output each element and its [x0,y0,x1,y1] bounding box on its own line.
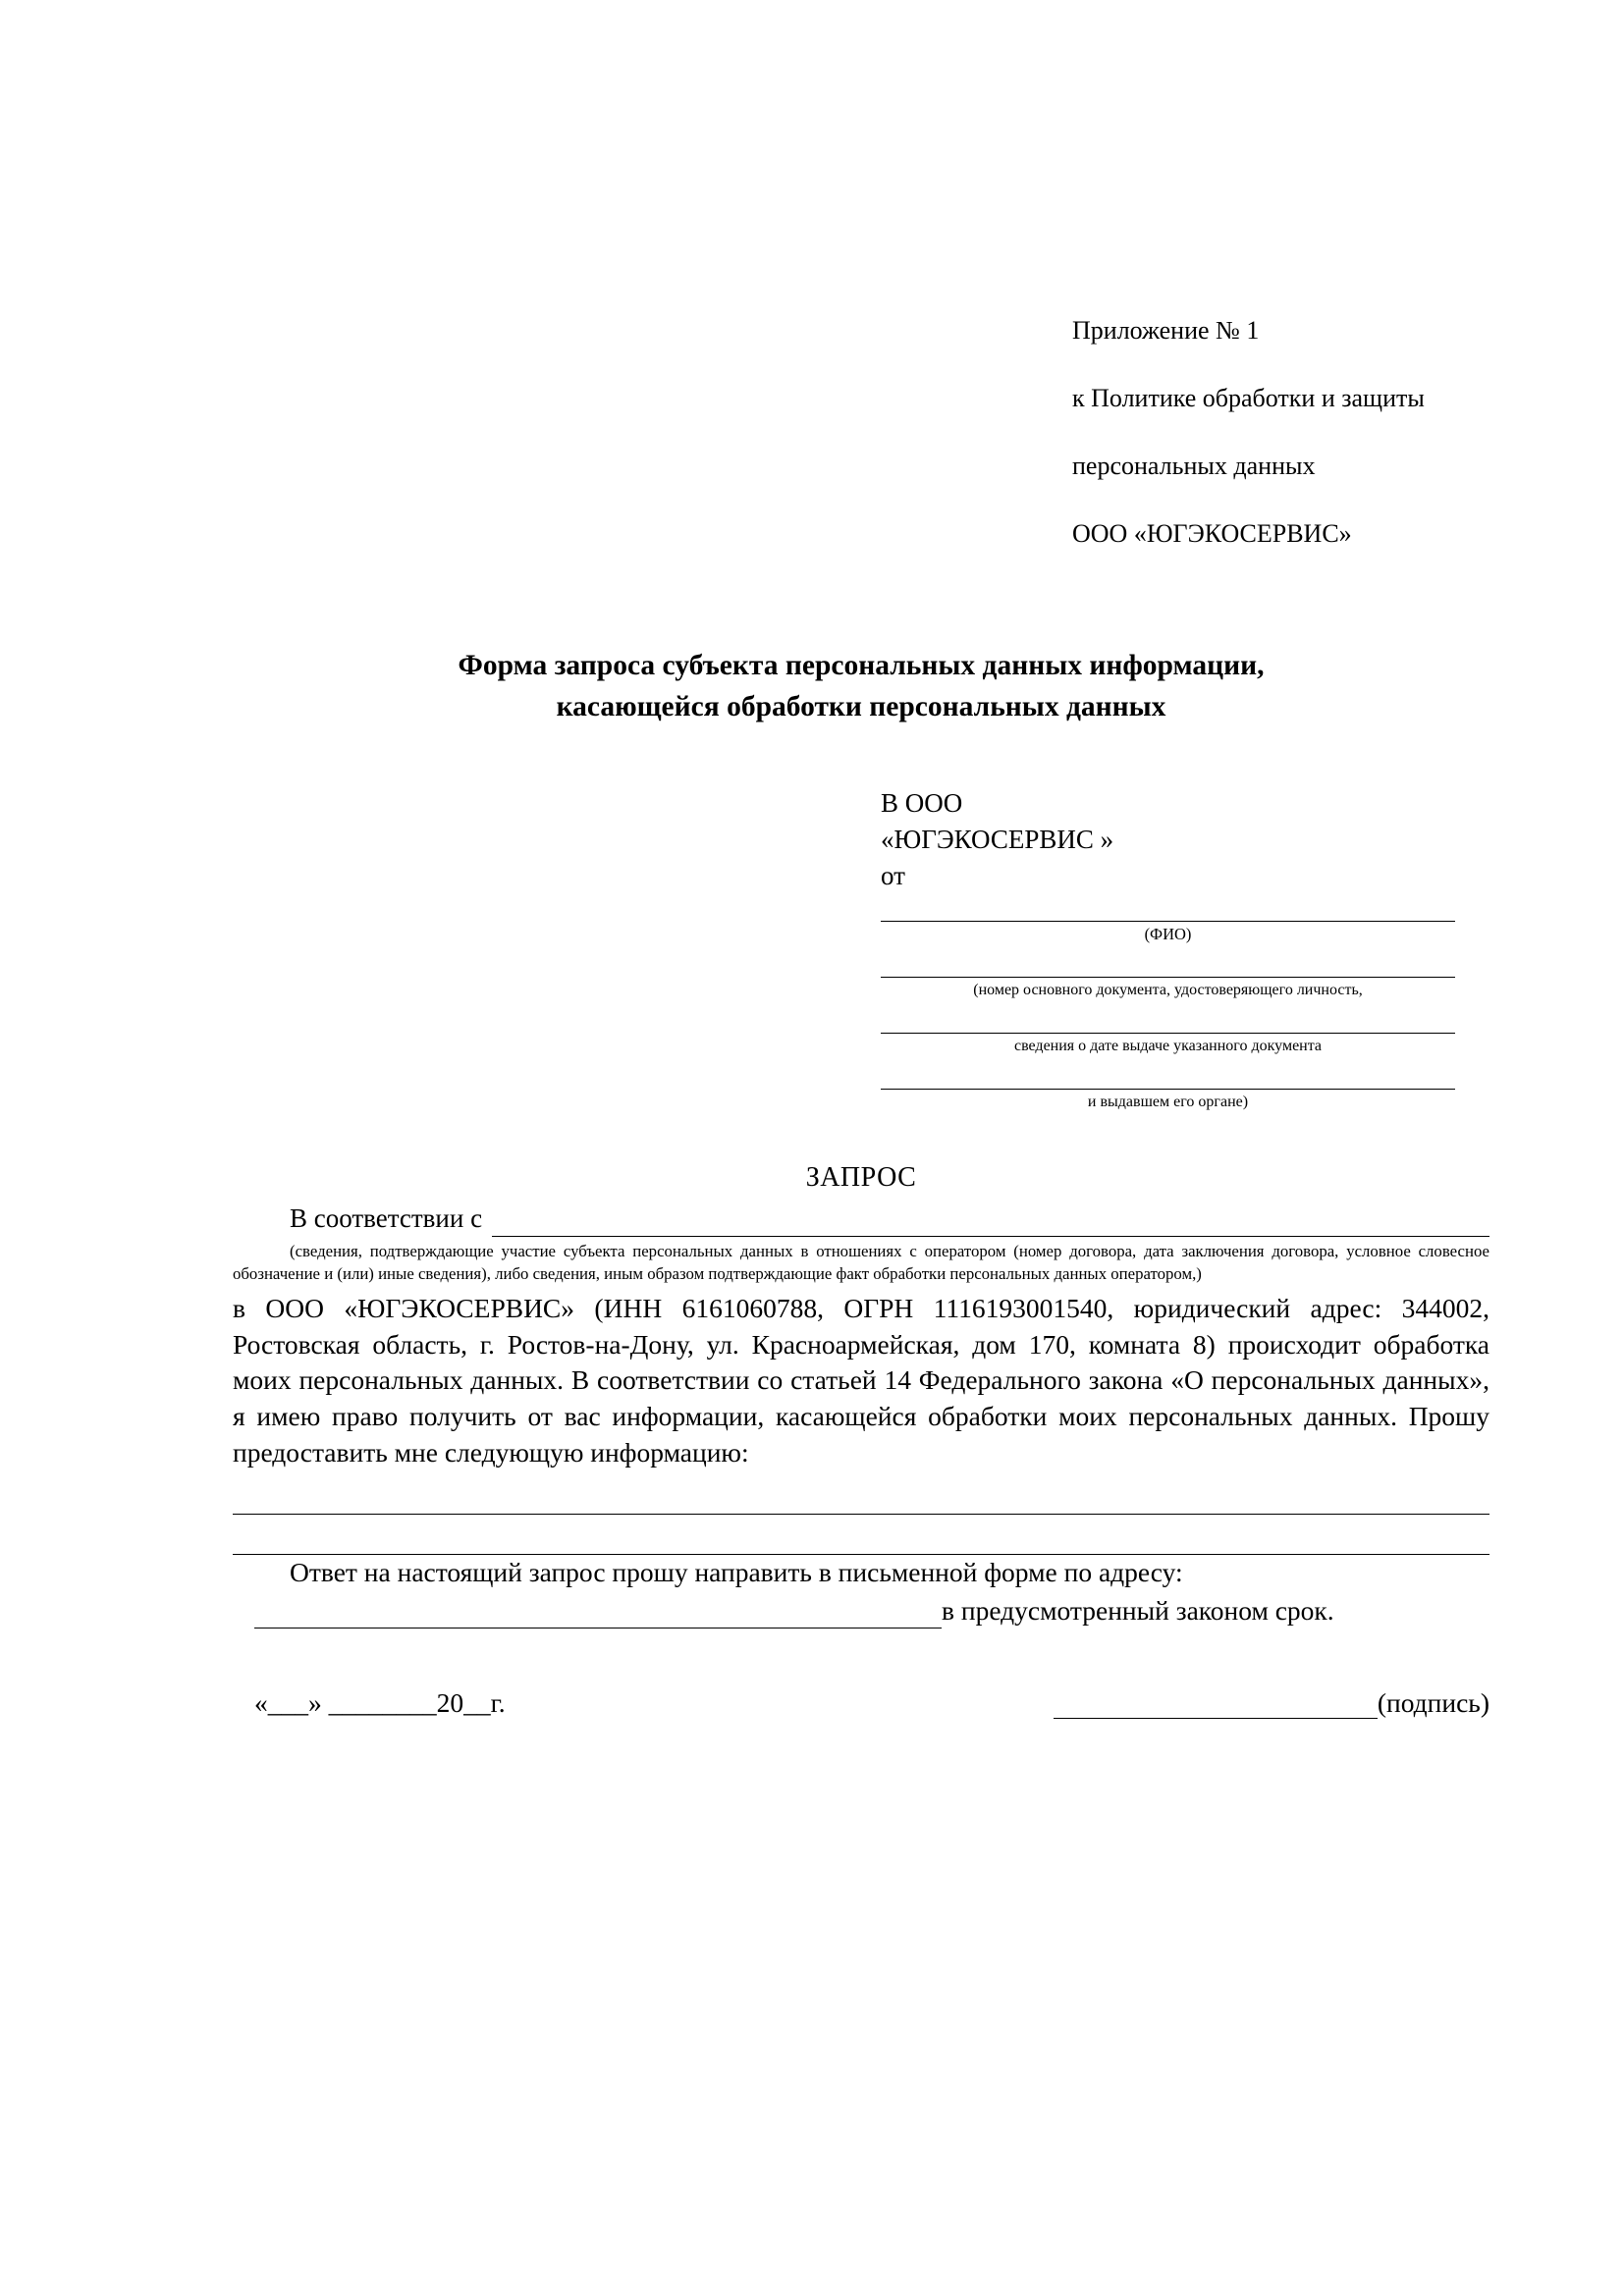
addressee-block [881,785,1489,895]
basis-lead-label: В соответствии с [290,1203,483,1234]
signature-label: (подпись) [1377,1686,1489,1718]
applicant-document-date-caption: сведения о дате выдаче указанного документа [1013,1038,1323,1055]
applicant-fullname-caption: (ФИО) [1144,924,1192,943]
answer-address-input[interactable] [254,1604,942,1629]
applicant-document-issuer-caption: и выдавшем его органе) [1087,1094,1249,1111]
appendix-header-line-2: к Политике обработки и защиты [1072,383,1425,412]
applicant-document-date-input[interactable] [881,1007,1455,1034]
page-title-line-1: Форма запроса субъекта персональных данных информации, [458,650,1265,682]
basis-input[interactable] [492,1213,1489,1237]
appendix-header-line-3: персональных данных [1072,451,1316,480]
appendix-header-line-1: Приложение № 1 [1072,315,1260,345]
page-title-line-2: касающейся обработки персональных данных [556,691,1166,723]
answer-address-row [233,1593,1489,1629]
document-content [233,280,1489,1719]
addressee-line-1: В ООО [881,787,963,818]
request-body [233,1201,1489,1629]
applicant-document-issuer-input[interactable] [881,1063,1455,1090]
appendix-header [1072,280,1489,585]
requested-info-line-2[interactable] [233,1515,1489,1555]
applicant-document-number-caption: (номер основного документа, удостоверяющего личность, [973,982,1363,999]
requested-info-line-1[interactable] [233,1470,1489,1515]
appendix-header-line-4: ООО «ЮГЭКОСЕРВИС» [1072,519,1352,549]
applicant-document-number-input[interactable] [881,951,1455,978]
signature-row [233,1687,1489,1719]
page-title [233,646,1489,728]
request-heading: ЗАПРОС [805,1162,917,1194]
request-paragraph: в ООО «ЮГЭКОСЕРВИС» (ИНН 6161060788, ОГРН 1116193001540, юридический адрес: 344002, Ростовская область, г. Ростов-на-Дону, ул. Красноармейская, дом 170, комната 8) происходит обработка моих персональных данных. В соответствии со статьей 14 Федерального закона «О персональных данных», я имею право получить от вас информации, касающейся обработки моих персональных данных. Прошу предоставить мне следующую информацию: [233,1293,1489,1468]
basis-note: (сведения, подтверждающие участие субъекта персональных данных в отношениях с оператором (номер договора, дата заключения договора, условное словесное обозначение и (или) иные сведения), либо сведения, иным образом подтверждающие факт обработки персональных данных оператором,) [233,1241,1489,1283]
signature-input[interactable] [1054,1694,1378,1719]
answer-address-tail: в предусмотренный законом срок. [942,1594,1334,1626]
answer-delivery-text: Ответ на настоящий запрос прошу направить в письменной форме по адресу: [290,1557,1183,1588]
basis-row [233,1201,1489,1237]
addressee-line-3: от [881,861,905,891]
applicant-fields [881,895,1455,1120]
addressee-line-2: «ЮГЭКОСЕРВИС » [881,825,1114,855]
signature-date-input[interactable]: «___» ________20__г. [254,1686,506,1718]
applicant-fullname-input[interactable] [881,895,1455,922]
